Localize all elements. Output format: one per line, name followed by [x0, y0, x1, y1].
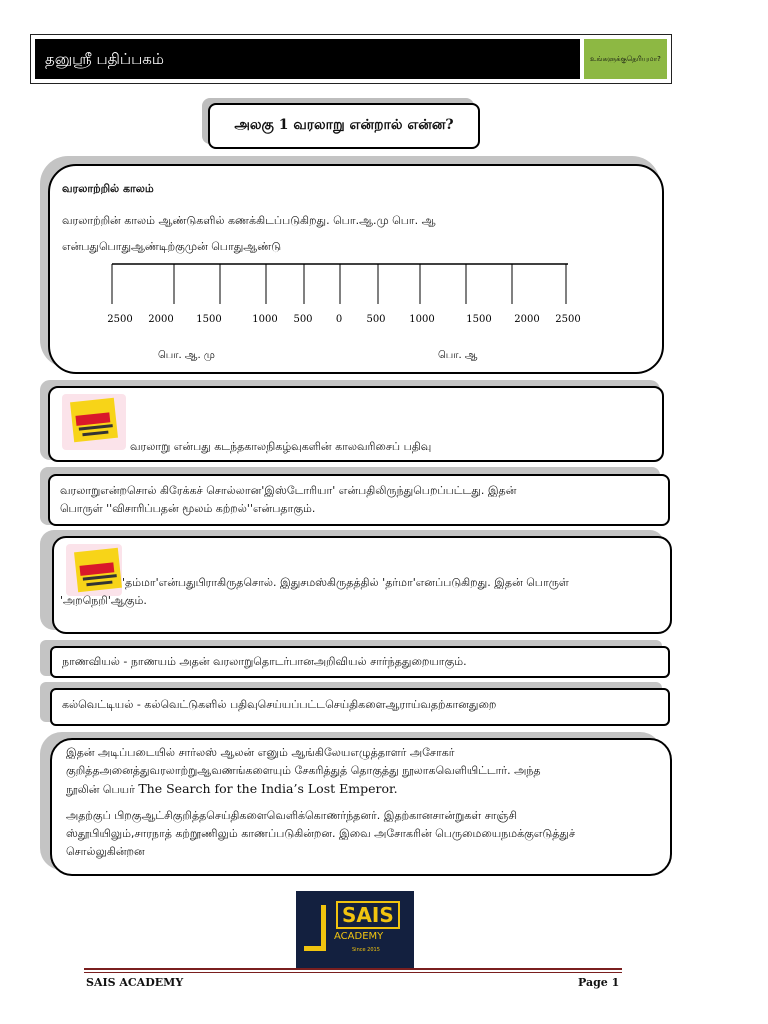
section-heading: வரலாற்றில் காலம் [62, 182, 154, 195]
footer-page-number: Page 1 [578, 976, 620, 989]
timeline-labels [107, 314, 580, 325]
book-label: நூலின் பெயர் [66, 783, 135, 796]
section-time-in-history [48, 164, 664, 374]
timeline-ticks [112, 264, 566, 304]
footer-rule [84, 968, 622, 970]
era-after-label: பொ. ஆ [438, 350, 478, 361]
section-history-definition [48, 386, 664, 462]
text-line: குறித்தஅனைத்துவரலாற்றுஆவணங்களையும் சேகரித்துத் தொகுத்து நூலாகவெளியிட்டார். அந்த [66, 764, 541, 777]
section-dhamma [52, 536, 672, 634]
text-line: வரலாற்றின் காலம் ஆண்டுகளில் கணக்கிடப்படுகிறது. பொ.ஆ.மு பொ. ஆ [62, 214, 436, 227]
footer-rule [84, 972, 622, 973]
footer-academy-name: SAIS ACADEMY [86, 976, 184, 989]
section-ashoka [50, 738, 672, 876]
did-you-know-badge-icon [62, 394, 126, 450]
page-header [30, 34, 672, 84]
timeline-tick-label: 1000 [409, 314, 435, 325]
timeline-chart [50, 166, 662, 372]
did-you-know-tag: உங்களுக்குதெரியுமா? [584, 39, 667, 79]
text-line: ஸ்தூபியிலும்,சாரநாத் கற்றூணிலும் காணப்படுகின்றன. இவை அசோகரின் பெருமையைநமக்குஎடுத்துச் [66, 827, 576, 840]
timeline-tick-label: 500 [366, 314, 386, 325]
logo-since: Since 2015 [352, 947, 380, 953]
sais-academy-logo [296, 891, 414, 969]
logo-subtitle: ACADEMY [334, 931, 384, 942]
timeline-tick-label: 2000 [514, 314, 540, 325]
text-line: வரலாறுஎன்றசொல் கிரேக்கச் சொல்லான'இஸ்டோரியா' என்பதிலிருந்துபெறப்பட்டது. இதன் [60, 484, 517, 497]
dhamma-text [60, 574, 660, 610]
text-line: என்பதுபொதுஆண்டிற்குமுன் பொதுஆண்டு [62, 240, 282, 253]
text-line: 'அறநெறி'ஆகும். [60, 594, 147, 607]
section-epigraphy: கல்வெட்டியல் - கல்வெட்டுகளில் பதிவுசெய்யப்பட்டசெய்திகளைஆராய்வதற்கானதுறை [50, 688, 670, 726]
text-line: சொல்லுகின்றன [66, 845, 145, 858]
definition-text: வரலாறு என்பது கடந்தகாலநிகழ்வுகளின் காலவரிசைப் பதிவு [130, 440, 432, 453]
text-line: 'தம்மா'என்பதுபிராகிருதசொல். இதுசமஸ்கிருதத்தில் 'தர்மா'எனப்படுகிறது. இதன் பொருள் [122, 576, 569, 589]
timeline-tick-label: 2000 [148, 314, 174, 325]
unit-title: அலகு 1 வரலாறு என்றால் என்ன? [208, 103, 480, 149]
timeline-tick-label: 1500 [196, 314, 222, 325]
timeline-tick-label: 1000 [252, 314, 278, 325]
timeline-tick-label: 1500 [466, 314, 492, 325]
timeline-tick-label: 2500 [107, 314, 133, 325]
timeline-tick-label: 0 [335, 314, 343, 325]
section-word-origin [48, 474, 670, 526]
publisher-name: தனுஸ்ரீ பதிப்பகம் [35, 39, 580, 79]
text-line: அதற்குப் பிறகுஆட்சிகுறித்தசெய்திகளைவெளிக்கொணர்ந்தனர். இதற்கானசான்றுகள் சாஞ்சி [66, 809, 517, 822]
logo-mark-icon [304, 905, 326, 951]
era-before-label: பொ. ஆ. மு [158, 350, 215, 361]
timeline-tick-label: 2500 [555, 314, 581, 325]
book-title: The Search for the India’s Lost Emperor. [138, 781, 398, 796]
section-numismatics: நாணவியல் - நாணயம் அதன் வரலாறுதொடர்பானஅறிவியல் சார்ந்ததுறையாகும். [50, 646, 670, 678]
text-line: இதன் அடிப்படையில் சார்லஸ் ஆலன் எனும் ஆங்கிலேயஎழுத்தாளர் அசோகர் [66, 746, 455, 759]
text-line [66, 780, 656, 799]
text-line: பொருள் ''விசாரிப்பதன் மூலம் கற்றல்''என்பதாகும். [60, 502, 316, 515]
timeline-tick-label: 500 [293, 314, 313, 325]
logo-name: SAIS [336, 901, 400, 929]
